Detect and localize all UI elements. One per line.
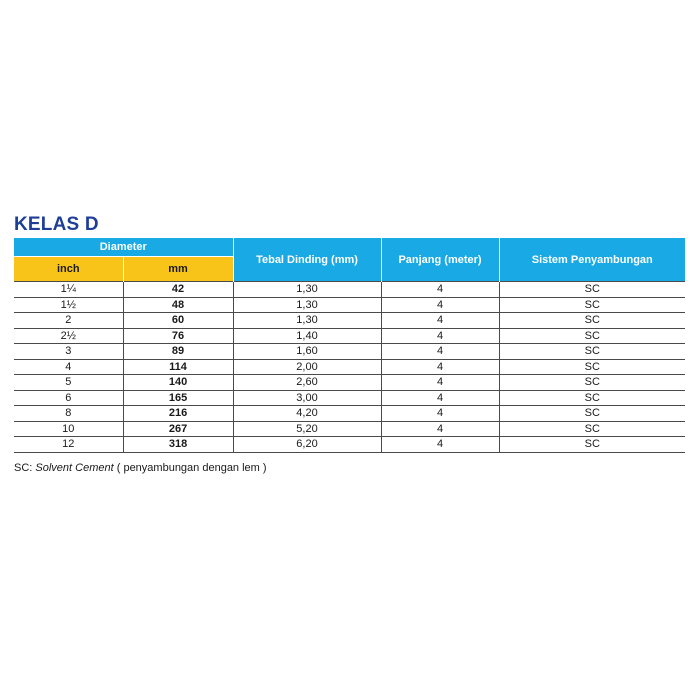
cell-panjang: 4 [381, 297, 499, 313]
cell-mm: 267 [123, 421, 233, 437]
table-row [14, 437, 685, 453]
cell-sistem: SC [499, 297, 685, 313]
header-diameter: Diameter [14, 238, 233, 257]
cell-sistem: SC [499, 406, 685, 422]
cell-tebal: 2,00 [233, 359, 381, 375]
table-row [14, 406, 685, 422]
cell-panjang: 4 [381, 328, 499, 344]
table-row [14, 390, 685, 406]
cell-inch: 1¼ [14, 282, 123, 298]
cell-inch: 5 [14, 375, 123, 391]
cell-tebal: 1,60 [233, 344, 381, 360]
cell-tebal: 4,20 [233, 406, 381, 422]
cell-panjang: 4 [381, 375, 499, 391]
cell-mm: 89 [123, 344, 233, 360]
cell-mm: 60 [123, 313, 233, 329]
cell-mm: 48 [123, 297, 233, 313]
cell-inch: 3 [14, 344, 123, 360]
footnote-term: Solvent Cement [35, 462, 114, 474]
cell-inch: 10 [14, 421, 123, 437]
table-row [14, 359, 685, 375]
cell-sistem: SC [499, 375, 685, 391]
cell-sistem: SC [499, 437, 685, 453]
table-row [14, 344, 685, 360]
cell-inch: 1½ [14, 297, 123, 313]
cell-tebal: 1,40 [233, 328, 381, 344]
cell-sistem: SC [499, 328, 685, 344]
footnote-suffix: ( penyambungan dengan lem ) [113, 462, 267, 474]
header-inch: inch [14, 257, 123, 282]
cell-inch: 2 [14, 313, 123, 329]
cell-mm: 318 [123, 437, 233, 453]
table-header [14, 238, 685, 282]
cell-mm: 114 [123, 359, 233, 375]
cell-inch: 6 [14, 390, 123, 406]
cell-mm: 42 [123, 282, 233, 298]
table-row [14, 282, 685, 298]
cell-panjang: 4 [381, 313, 499, 329]
footnote [14, 462, 267, 474]
cell-tebal: 1,30 [233, 297, 381, 313]
header-panjang: Panjang (meter) [381, 238, 499, 282]
cell-inch: 12 [14, 437, 123, 453]
footnote-prefix: SC: [14, 462, 36, 474]
cell-sistem: SC [499, 313, 685, 329]
cell-panjang: 4 [381, 344, 499, 360]
cell-tebal: 5,20 [233, 421, 381, 437]
cell-inch: 2½ [14, 328, 123, 344]
header-sistem-penyambungan: Sistem Penyambungan [499, 238, 685, 282]
table-row [14, 313, 685, 329]
table-row [14, 328, 685, 344]
cell-panjang: 4 [381, 406, 499, 422]
cell-mm: 76 [123, 328, 233, 344]
cell-tebal: 1,30 [233, 313, 381, 329]
cell-mm: 165 [123, 390, 233, 406]
spec-table [14, 238, 685, 453]
cell-sistem: SC [499, 282, 685, 298]
cell-panjang: 4 [381, 390, 499, 406]
cell-sistem: SC [499, 390, 685, 406]
cell-panjang: 4 [381, 359, 499, 375]
cell-tebal: 1,30 [233, 282, 381, 298]
cell-inch: 8 [14, 406, 123, 422]
header-tebal-dinding: Tebal Dinding (mm) [233, 238, 381, 282]
cell-mm: 140 [123, 375, 233, 391]
cell-panjang: 4 [381, 421, 499, 437]
cell-tebal: 3,00 [233, 390, 381, 406]
header-mm: mm [123, 257, 233, 282]
cell-tebal: 2,60 [233, 375, 381, 391]
table-body [14, 282, 685, 453]
cell-sistem: SC [499, 359, 685, 375]
cell-sistem: SC [499, 421, 685, 437]
cell-panjang: 4 [381, 437, 499, 453]
table-row [14, 375, 685, 391]
page-title: KELAS D [14, 214, 99, 235]
cell-inch: 4 [14, 359, 123, 375]
cell-panjang: 4 [381, 282, 499, 298]
cell-sistem: SC [499, 344, 685, 360]
table-row [14, 421, 685, 437]
cell-tebal: 6,20 [233, 437, 381, 453]
cell-mm: 216 [123, 406, 233, 422]
table-row [14, 297, 685, 313]
